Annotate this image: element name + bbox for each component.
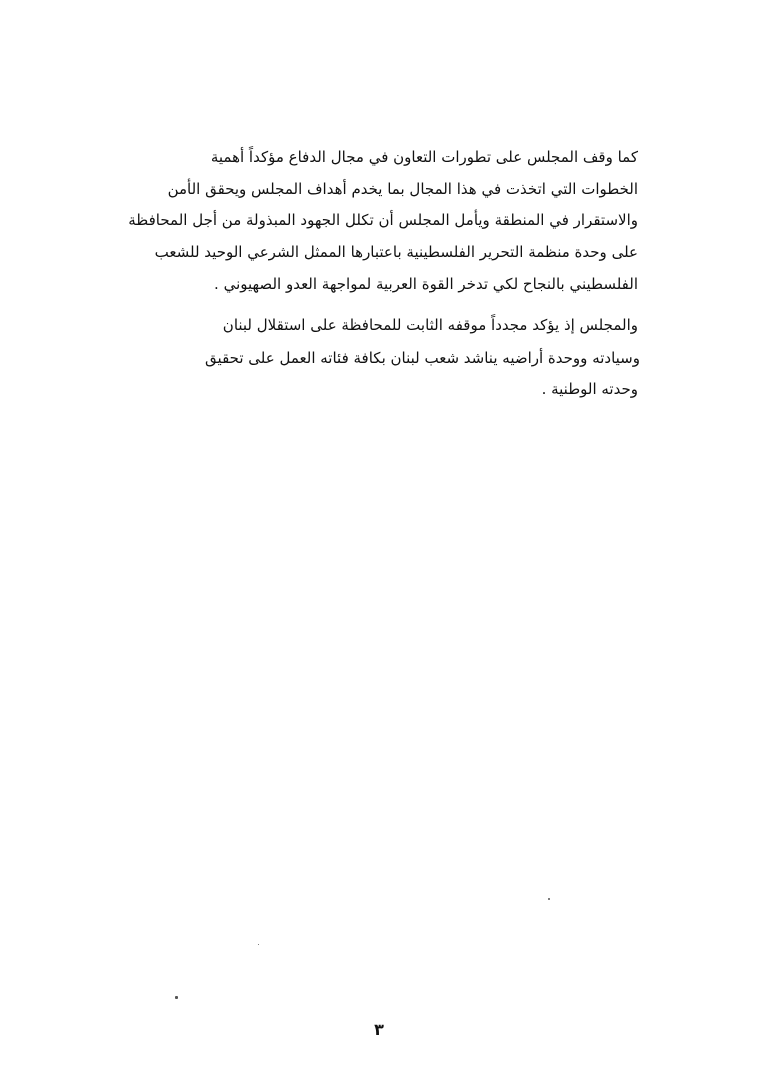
paragraph-1-line-1: كما وقف المجلس على تطورات التعاون في مجال الدفاع مؤكداً أهمية bbox=[210, 148, 638, 166]
paragraph-1-line-4: على وحدة منظمة التحرير الفلسطينية باعتبارها الممثل الشرعي الوحيد للشعب bbox=[154, 243, 638, 261]
page-number: ٣ bbox=[374, 1020, 384, 1039]
paragraph-2-line-1: والمجلس إذ يؤكد مجدداً موقفه الثابت للمحافظة على استقلال لبنان bbox=[222, 316, 638, 334]
paragraph-1-line-2: الخطوات التي اتخذت في هذا المجال بما يخدم أهداف المجلس ويحقق الأمن bbox=[167, 180, 638, 198]
paragraph-2-line-3: وحدته الوطنية . bbox=[541, 380, 638, 398]
scan-speck bbox=[258, 944, 259, 945]
paragraph-1-line-5: الفلسطيني بالنجاح لكي تدخر القوة العربية لمواجهة العدو الصهيوني . bbox=[214, 275, 638, 293]
paragraph-1-line-3: والاستقرار في المنطقة ويأمل المجلس أن تكلل الجهود المبذولة من أجل المحافظة bbox=[128, 211, 638, 229]
scan-speck bbox=[175, 996, 178, 999]
scan-speck bbox=[548, 898, 550, 900]
paragraph-2-line-2: وسيادته ووحدة أراضيه يناشد شعب لبنان بكافة فئاته العمل على تحقيق bbox=[205, 349, 640, 367]
